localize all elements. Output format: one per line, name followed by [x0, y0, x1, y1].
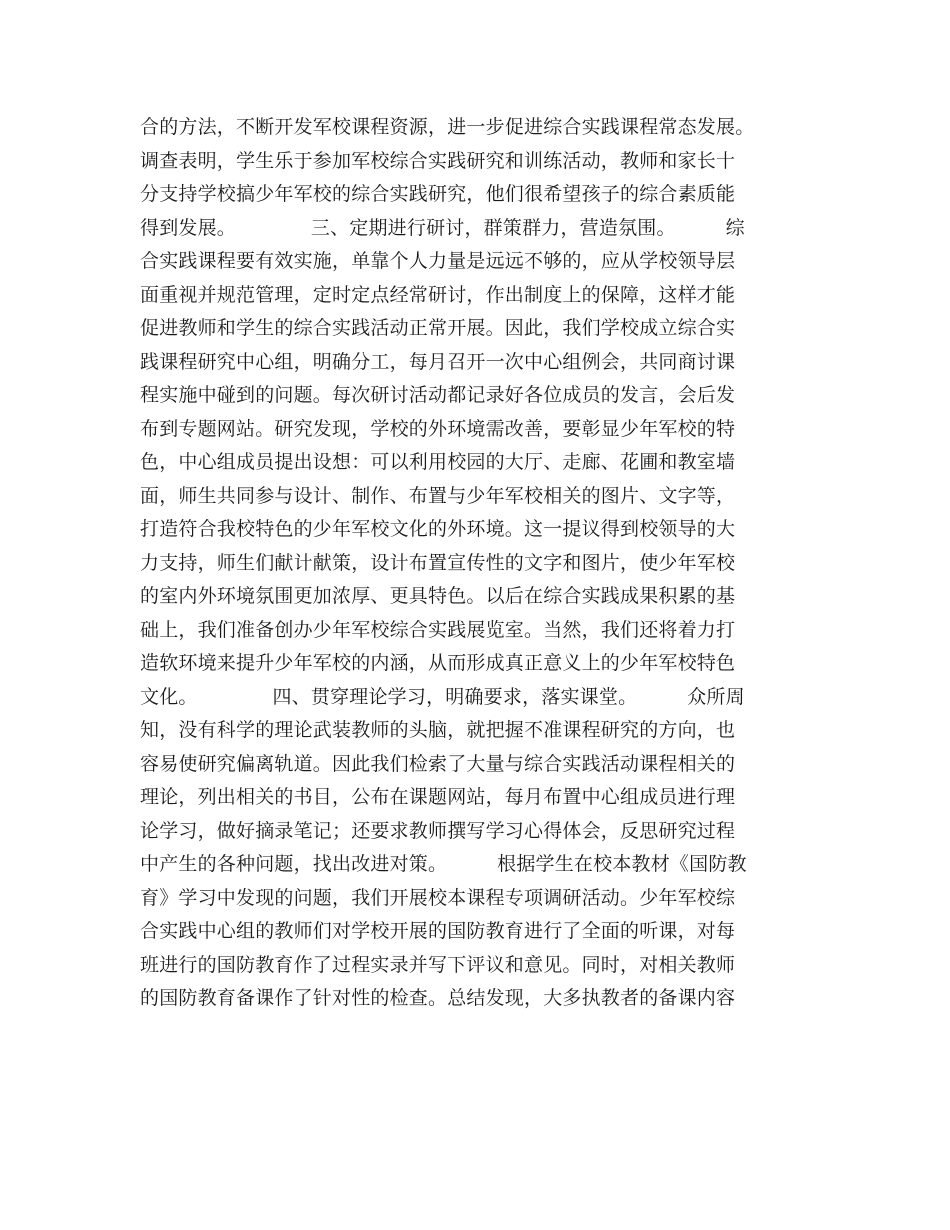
text-line: 容易使研究偏离轨道。因此我们检索了大量与综合实践活动课程相关的 [140, 752, 736, 775]
text-line: 合的方法，不断开发军校课程资源，进一步促进综合实践课程常态发展。 [140, 116, 755, 138]
text-line: 理论，列出相关的书目，公布在课题网站，每月布置中心组成员进行理 [140, 786, 736, 808]
text-line: 中产生的各种问题，找出改进对策。 根据学生在校本教材《国防教 [140, 853, 747, 875]
text-line: 践课程研究中心组，明确分工，每月召开一次中心组例会，共同商讨课 [140, 350, 736, 373]
text-line: 分支持学校搞少年军校的综合实践研究，他们很希望孩子的综合素质能 [140, 183, 736, 205]
text-line: 调查表明，学生乐于参加军校综合实践研究和训练活动，教师和家长十 [140, 149, 736, 172]
text-line: 知，没有科学的理论武装教师的头脑，就把握不准课程研究的方向，也 [140, 719, 736, 741]
text-line: 论学习，做好摘录笔记；还要求教师撰写学习心得体会，反思研究过程 [140, 819, 736, 842]
text-line: 础上，我们准备创办少年军校综合实践展览室。当然，我们还将着力打 [140, 618, 736, 641]
text-line: 面，师生共同参与设计、制作、布置与少年军校相关的图片、文字等， [140, 484, 736, 507]
text-line: 合实践中心组的教师们对学校开展的国防教育进行了全面的听课，对每 [140, 920, 736, 942]
body-text [140, 111, 840, 1016]
text-line: 程实施中碰到的问题。每次研讨活动都记录好各位成员的发言，会后发 [140, 384, 736, 406]
text-line: 布到专题网站。研究发现，学校的外环境需改善，要彰显少年军校的特 [140, 417, 736, 440]
text-line: 文化。 四、贯穿理论学习，明确要求，落实课堂。 众所周 [140, 685, 745, 708]
text-line: 打造符合我校特色的少年军校文化的外环境。这一提议得到校领导的大 [140, 518, 736, 540]
text-line: 力支持，师生们献计献策，设计布置宣传性的文字和图片，使少年军校 [140, 551, 736, 574]
text-line: 得到发展。 三、定期进行研讨，群策群力，营造氛围。 综 [140, 216, 745, 239]
text-line: 促进教师和学生的综合实践活动正常开展。因此，我们学校成立综合实 [140, 317, 736, 339]
text-line: 面重视并规范管理，定时定点经常研讨，作出制度上的保障，这样才能 [140, 283, 736, 306]
text-line: 合实践课程要有效实施，单靠个人力量是远远不够的，应从学校领导层 [140, 250, 736, 272]
text-line: 的国防教育备课作了针对性的检查。总结发现，大多执教者的备课内容 [140, 987, 736, 1009]
text-line: 班进行的国防教育作了过程实录并写下评议和意见。同时，对相关教师 [140, 953, 736, 976]
text-line: 色，中心组成员提出设想：可以利用校园的大厅、走廊、花圃和教室墙 [140, 451, 736, 473]
text-line: 造软环境来提升少年军校的内涵，从而形成真正意义上的少年军校特色 [140, 652, 736, 674]
text-line: 育》学习中发现的问题，我们开展校本课程专项调研活动。少年军校综 [140, 886, 736, 909]
text-line: 的室内外环境氛围更加浓厚、更具特色。以后在综合实践成果积累的基 [140, 585, 736, 607]
